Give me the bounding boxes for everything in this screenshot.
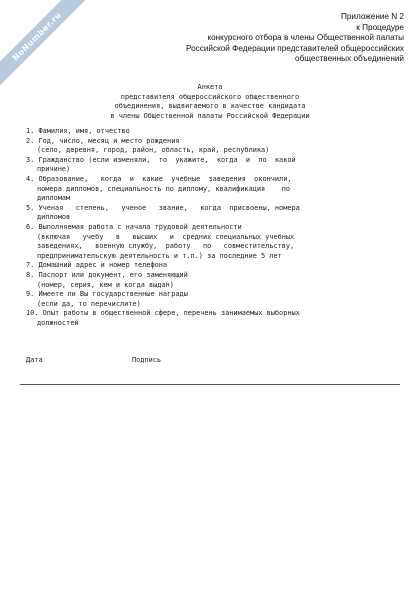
item-line: 3. Гражданство (если изменяли, то укажите, когда и по какой: [26, 155, 296, 164]
item-line: 10. Опыт работы в общественной сфере, перечень занимаемых выборных: [26, 309, 300, 318]
questionnaire-items: [26, 127, 402, 328]
item-line: дипломам: [37, 194, 71, 203]
list-item: [26, 309, 402, 328]
title-line: представителя общероссийского общественного: [120, 92, 300, 101]
list-item: [26, 271, 402, 290]
item-line: 4. Образование, когда и какие учебные заведения окончили,: [26, 174, 292, 183]
item-line: (включая учебу в высших и средних специальных учебных: [37, 232, 295, 241]
questionnaire-title: [0, 83, 420, 121]
item-line: 5. Ученая степень, ученое звание, когда присвоены, номера: [26, 203, 300, 212]
item-line: 6. Выполняемая работа с начала трудовой деятельности: [26, 222, 242, 231]
item-line: (номер, серия, кем и когда выдан): [37, 280, 174, 289]
item-line: 1. Фамилия, имя, отчество: [26, 127, 130, 135]
title-line: объединения, выдвигаемого в качестве кандидата: [114, 102, 306, 111]
appendix-line: общественных объединений: [295, 54, 404, 64]
item-line: 2. Год, число, месяц и место рождения: [26, 136, 180, 145]
item-line: должностей: [37, 318, 79, 327]
appendix-line: к Процедуре: [356, 22, 404, 32]
list-item: [26, 156, 402, 175]
list-item: [26, 261, 402, 271]
signature-label: Подпись: [132, 356, 162, 364]
item-line: причине): [37, 165, 71, 174]
appendix-header: [164, 12, 404, 65]
list-item: [26, 223, 402, 261]
item-line: заведениях, военную службу, работу по совместительству,: [37, 242, 295, 251]
list-item: [26, 204, 402, 223]
appendix-line: Российской Федерации представителей общероссийских: [185, 43, 404, 53]
title-line: Анкета: [197, 83, 223, 91]
title-line: в члены Общественной палаты Российской Федерации: [110, 111, 310, 120]
item-line: 7. Домашний адрес и номер телефона: [26, 261, 168, 270]
list-item: [26, 137, 402, 156]
item-line: 9. Имеете ли Вы государственные награды: [26, 290, 188, 299]
appendix-line: конкурсного отбора в члены Общественной палаты: [207, 33, 404, 43]
watermark-text: NoNumber.ru: [10, 10, 64, 63]
item-line: (если да, то перечислите): [37, 299, 141, 308]
appendix-line: Приложение N 2: [340, 12, 404, 21]
date-label: Дата: [26, 356, 43, 364]
item-line: предпринимательскую деятельность и т.п.) за последние 5 лет: [37, 251, 282, 260]
watermark-ribbon: [0, 0, 96, 96]
item-line: 8. Паспорт или документ, его заменяющий: [26, 270, 188, 279]
list-item: [26, 127, 402, 137]
divider: [20, 384, 400, 385]
item-line: дипломов: [37, 213, 71, 222]
list-item: [26, 290, 402, 309]
list-item: [26, 175, 402, 204]
item-line: номера дипломов, специальность по диплому, квалификация по: [37, 184, 291, 193]
item-line: (село, деревня, город, район, область, край, республика): [37, 146, 270, 155]
